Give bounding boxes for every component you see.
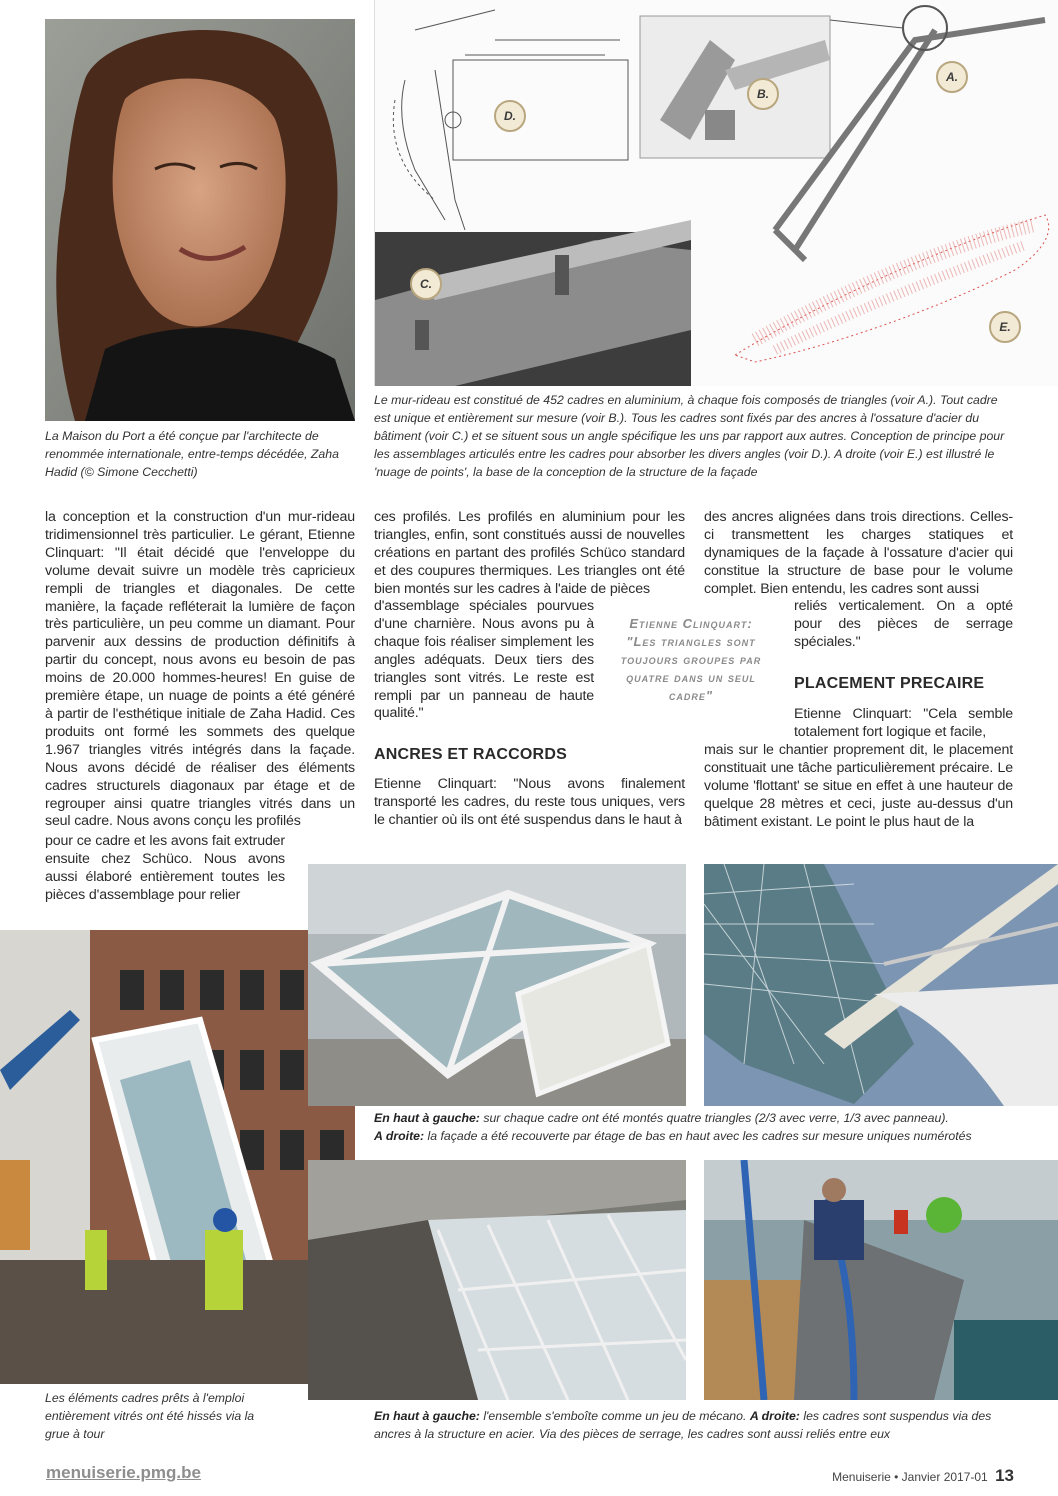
technical-diagrams — [374, 0, 1058, 386]
column-2-text-narrow: d'assemblage spéciales pourvues d'une charnière. Nous avons pu à chaque fois réaliser simplement les angles adéquats. Deux tiers des triangles sont vitrés. Le reste est rempli par un panneau de haute qualité." — [374, 598, 594, 722]
pull-quote-name: Etienne Clinquart: — [629, 616, 753, 631]
pull-quote-text: "Les triangles sont toujours groupes par quatre dans un seul cadre" — [620, 634, 762, 703]
middle-caption — [374, 1109, 1034, 1145]
footer-site-link[interactable]: menuiserie.pmg.be — [46, 1463, 201, 1482]
middle-caption-label-1: En haut à gauche: — [374, 1111, 480, 1125]
column-3-text-indent: Etienne Clinquart: "Cela semble totalement fort logique et facile, — [794, 706, 1013, 740]
page-number: 13 — [995, 1466, 1014, 1485]
column-1-text: la conception et la construction d'un mur-rideau tridimensionnel très particulier. Le gérant, Etienne Clinquart: "Il était décidé que l'enveloppe du volume devait suivre un modèle très capricieux rempli de triangles et diagonales. De cette manière, la façade refléterait la lumière de façon très particulière, un peu comme un diamant. Pour parvenir aux dessins de production définitifs à partir du concept, nous avons eu besoin de pas moins de 20.000 hommes-heures! En guise de première étape, un nuage de points a été généré à partir de l'esthétique initiale de Zaha Hadid. Ces produits ont formé les sommets des quelque 1.967 triangles vitrés intégrés dans la façade. Nous avons décidé de réaliser des éléments cadres structurels diagonaux par étage et de regrouper ainsi quatre triangles vitrés dans un seul cadre. Nous avons conçu les profilés — [45, 509, 355, 830]
column-1-tail: pour ce cadre et les avons fait extruder ensuite chez Schüco. Nous avons aussi élaboré entièrement toutes les pièces d'assemblage pour relier — [45, 833, 285, 903]
bottom-caption-text-1: l'ensemble s'emboîte comme un jeu de mécano. — [479, 1409, 750, 1423]
badge-a: A. — [936, 61, 968, 93]
heading-placement: PLACEMENT PRECAIRE — [794, 675, 985, 692]
triangles-frame-photo — [308, 864, 686, 1106]
badge-d: D. — [494, 100, 526, 132]
column-3-text-bottom: mais sur le chantier proprement dit, le placement constituait une tâche particulièrement précaire. Le volume 'flottant' se situe en effet à une hauteur de quelque 28 mètres et ceci, juste au-dessus d'un bâtiment existant. Le point le plus haut de la — [704, 742, 1013, 830]
heading-ancres: ANCRES ET RACCORDS — [374, 746, 567, 763]
column-2-text-top: ces profilés. Les profilés en aluminium pour les triangles, enfin, sont constitués aussi de nouvelles créations en partant des profilés Schüco standard et des coupures thermiques. Les triangles ont été bien montés sur les cadres à l'aide de pièces — [374, 509, 685, 597]
footer-issue — [832, 1466, 1014, 1486]
workers-anchor-photo — [704, 1160, 1058, 1400]
column-2-text-bottom: Etienne Clinquart: "Nous avons finalement transporté les cadres, du reste tous uniques, vers le chantier où ils ont été suspendus dans le haut à — [374, 776, 685, 828]
crane-caption: Les éléments cadres prêts à l'emploi entièrement vitrés ont été hissés via la grue à tour — [45, 1391, 255, 1441]
interior-structure-photo — [308, 1160, 686, 1400]
middle-caption-text-2: la façade a été recouverte par étage de bas en haut avec les cadres sur mesure uniques numérotés — [424, 1129, 972, 1143]
badge-c: C. — [410, 268, 442, 300]
middle-caption-label-2: A droite: — [374, 1129, 425, 1143]
bottom-caption-label-1: En haut à gauche: — [374, 1409, 480, 1423]
portrait-photo — [45, 19, 355, 421]
pull-quote — [602, 615, 780, 705]
column-3-text-narrow: reliés verticalement. On a opté pour des pièces de serrage spéciales." — [794, 598, 1013, 650]
diagram-caption: Le mur-rideau est constitué de 452 cadres en aluminium, à chaque fois composés de triangles (voir A.). Tout cadre est unique et entièrement sur mesure (voir B.). Tous les cadres sont fixés par des ancres à l'ossature d'acier du bâtiment (voir C.) et se situent sous un angle spécifique les uns par rapport aux autres. Conception de principe pour les assemblages articulés entre les cadres pour absorber les divers angles (voir D.). A droite (voir E.) est illustré le 'nuage de points', la base de la conception de la structure de la façade — [374, 393, 1005, 479]
footer-issue-text: Menuiserie • Janvier 2017-01 — [832, 1470, 988, 1484]
facade-crane-photo — [704, 864, 1058, 1106]
badge-e: E. — [989, 311, 1021, 343]
bottom-caption — [374, 1407, 1024, 1443]
middle-caption-text-1: sur chaque cadre ont été montés quatre triangles (2/3 avec verre, 1/3 avec panneau). — [479, 1111, 949, 1125]
portrait-caption: La Maison du Port a été conçue par l'architecte de renommée internationale, entre-temps décédée, Zaha Hadid (© Simone Cecchetti) — [45, 429, 339, 479]
badge-b: B. — [747, 78, 779, 110]
column-3-text-top: des ancres alignées dans trois directions. Celles-ci transmettent les charges statiques et dynamiques de la façade à l'ossature d'acier qui constitue la structure de base pour le volume complet. Bien entendu, les cadres sont aussi — [704, 509, 1013, 597]
crane-hoist-photo — [0, 930, 355, 1384]
bottom-caption-label-2: A droite: — [749, 1409, 800, 1423]
bottom-caption-text-2: les cadres sont suspendus via des ancres à la structure en acier. Via des pièces de serrage, les cadres sont aussi reliés entre eux — [374, 1409, 992, 1441]
